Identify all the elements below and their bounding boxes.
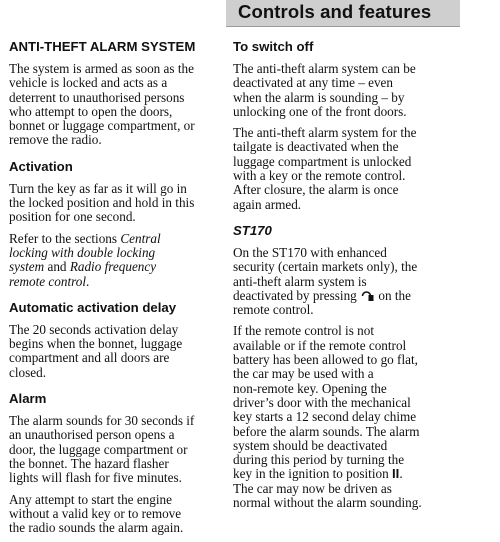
text-line: After closure, the alarm is once [233, 182, 399, 198]
right-column [233, 39, 445, 517]
heading-st170: ST170 [233, 222, 272, 238]
text-line: Turn the key as far as it will go in [9, 180, 187, 196]
text-line: On the ST170 with enhanced [233, 244, 387, 260]
text-line: non-remote key. Opening the [233, 380, 387, 396]
text-line: battery has been allowed to go flat, [233, 352, 418, 368]
paragraph-refer-sections [9, 232, 221, 289]
heading-alarm: Alarm [9, 391, 47, 407]
text-line: door, the luggage compartment or [9, 441, 188, 457]
text-line: deactivated at any time – even [233, 75, 394, 91]
text: on the [375, 287, 411, 303]
paragraph-turn-key [9, 182, 221, 225]
text: . [86, 273, 90, 289]
text-line: bonnet or luggage compartment, or [9, 118, 195, 134]
text-line: security (certain markets only), the [233, 259, 418, 275]
text-line: anti-theft alarm system is [233, 273, 367, 289]
text-line: driver’s door with the mechanical [233, 394, 411, 410]
paragraph-activation-delay [9, 323, 221, 380]
text-line: an unauthorised person opens a [9, 427, 175, 443]
paragraph-remote-not-available [233, 324, 445, 510]
paragraph-st170-enhanced [233, 246, 445, 317]
text-line: deterrent to unauthorised persons [9, 89, 185, 105]
italic-ref: remote control [9, 273, 87, 289]
paragraph-tailgate [233, 126, 445, 212]
heading-anti-theft-alarm-system: ANTI-THEFT ALARM SYSTEM [9, 39, 196, 54]
text-line: begins when the bonnet, luggage [9, 336, 183, 352]
text-line: The anti-theft alarm system can be [233, 61, 416, 76]
text-line: position for one second. [9, 209, 136, 225]
paragraph-system-armed [9, 62, 221, 148]
text-line: The system is armed as soon as the [9, 61, 194, 76]
text-line: The anti-theft alarm system for the [233, 125, 417, 141]
text-line: who attempt to open the doors, [9, 103, 173, 119]
heading-activation: Activation [9, 158, 73, 174]
text-line: the locked position and hold in this [9, 195, 195, 211]
paragraph-attempt-start [9, 493, 221, 536]
italic-ref: Central [120, 230, 161, 246]
lines [233, 246, 445, 289]
text: . [399, 466, 403, 482]
text-line: before the alarm sounds. The alarm [233, 423, 420, 439]
text-line: Any attempt to start the engine [9, 491, 172, 507]
text: remote control. [233, 302, 314, 318]
text-line: when the alarm is sounding – by [233, 89, 405, 105]
text-line: The alarm sounds for 30 seconds if [9, 413, 195, 429]
text-line: unlocking one of the front doors. [233, 103, 407, 119]
text: key in the ignition to position [233, 466, 392, 482]
text-line: remove the radio. [9, 132, 102, 148]
text-line: with a key or the remote control. [233, 168, 406, 184]
lines [233, 324, 445, 467]
text: deactivated by pressing [233, 287, 361, 303]
unlock-button-icon [361, 290, 374, 301]
text-line: vehicle is locked and acts as a [9, 75, 168, 91]
text-line: closed. [9, 364, 46, 380]
text: The car may now be driven as [233, 480, 392, 496]
text: Refer to the sections [9, 230, 121, 246]
heading-to-switch-off: To switch off [233, 39, 314, 54]
italic-ref: system [9, 259, 45, 275]
text-line: the bonnet. The hazard flasher [9, 455, 169, 471]
text-line: the radio sounds the alarm again. [9, 520, 184, 536]
page-title: Controls and features [238, 1, 432, 22]
text-line: compartment and all doors are [9, 350, 170, 366]
text-line: key starts a 12 second delay chime [233, 409, 417, 425]
text-line: again armed. [233, 196, 302, 212]
text-line: during this period by turning the [233, 452, 405, 468]
paragraph-deactivated-any-time [233, 62, 445, 119]
text-line: The 20 seconds activation delay [9, 321, 179, 337]
heading-automatic-activation-delay: Automatic activation delay [9, 299, 177, 315]
italic-ref: Radio frequency [69, 259, 157, 275]
text-line: luggage compartment is unlocked [233, 153, 412, 169]
text-line: lights will flash for five minutes. [9, 470, 182, 486]
left-column [9, 39, 221, 542]
position-label: II [391, 466, 400, 482]
text-line: the car may be used with a [233, 366, 374, 382]
paragraph-alarm-sounds [9, 414, 221, 485]
text-line: without a valid key or to remove [9, 505, 182, 521]
text: and [44, 259, 70, 275]
text: normal without the alarm sounding. [233, 495, 422, 511]
text-line: available or if the remote control [233, 337, 407, 353]
text-line: If the remote control is not [233, 323, 374, 339]
italic-ref: locking with double locking [9, 244, 156, 260]
text-line: tailgate is deactivated when the [233, 139, 399, 155]
text-line: system should be deactivated [233, 437, 388, 453]
